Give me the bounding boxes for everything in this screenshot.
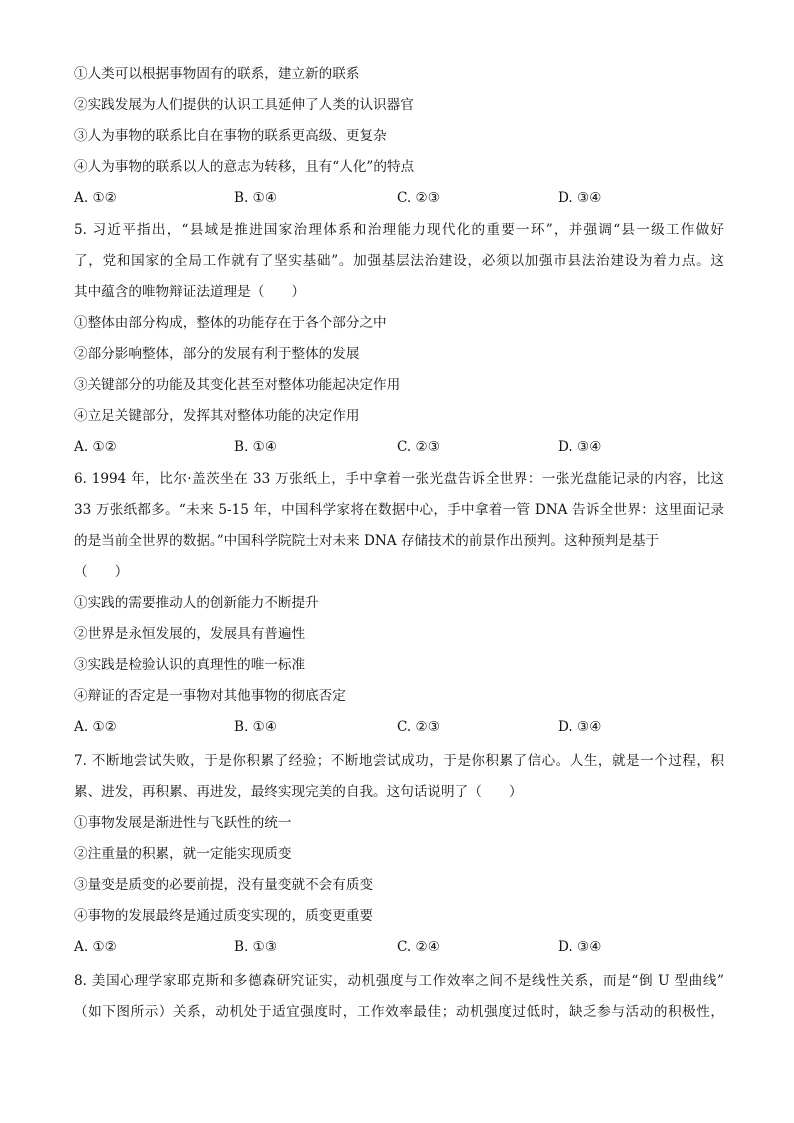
option-1: ①人类可以根据事物固有的联系，建立新的联系 [74, 66, 360, 82]
option-3: ③量变是质变的必要前提，没有量变就不会有质变 [74, 877, 374, 893]
option-3: ③实践是检验认识的真理性的唯一标准 [74, 657, 306, 673]
question-6 [74, 464, 724, 743]
choice-a: A. ①② [74, 719, 117, 735]
question-stem-line: 累、进发，再积累、再进发，最终实现完美的自我。这句话说明了（ ） [74, 784, 523, 800]
choice-b: B. ①③ [234, 939, 278, 955]
option-2: ②部分影响整体，部分的发展有利于整体的发展 [74, 346, 360, 362]
option-2: ②世界是永恒发展的，发展具有普遍性 [74, 626, 306, 642]
question-stem-line: 8. 美国心理学家耶克斯和多德森研究证实，动机强度与工作效率之间不是线性关系，而是“倒 U 型曲线” [74, 973, 724, 989]
option-4: ④人为事物的联系以人的意志为转移，且有“人化”的特点 [74, 159, 415, 175]
question-stem-line: （如下图所示）关系，动机处于适宜强度时，工作效率最佳；动机强度过低时，缺乏参与活动的积极性， [74, 1004, 724, 1020]
question-5 [74, 215, 724, 463]
choice-b: B. ①④ [234, 719, 278, 735]
choice-d: D. ③④ [558, 190, 602, 206]
option-4: ④事物的发展最终是通过质变实现的，质变更重要 [74, 908, 374, 924]
option-4: ④立足关键部分，发挥其对整体功能的决定作用 [74, 408, 360, 424]
question-stem-line: 6. 1994 年，比尔·盖茨坐在 33 万张纸上，手中拿着一张光盘告诉全世界：一张光盘能记录的内容，比这 [74, 471, 724, 487]
question-8 [74, 966, 724, 1028]
question-4-continued [74, 59, 724, 214]
option-1: ①实践的需要推动人的创新能力不断提升 [74, 595, 319, 611]
choice-b: B. ①④ [234, 439, 278, 455]
choice-d: D. ③④ [558, 719, 602, 735]
question-stem-line: 其中蕴含的唯物辩证法道理是（ ） [74, 284, 306, 300]
question-7 [74, 746, 724, 963]
option-4: ④辩证的否定是一事物对其他事物的彻底否定 [74, 688, 346, 704]
answer-choices [74, 183, 724, 214]
choice-c: C. ②④ [397, 939, 440, 955]
choice-a: A. ①② [74, 190, 117, 206]
choice-a: A. ①② [74, 939, 117, 955]
choice-c: C. ②③ [397, 719, 440, 735]
question-stem-line: 7. 不断地尝试失败，于是你积累了经验；不断地尝试成功，于是你积累了信心。人生，就是一个过程，积 [74, 753, 724, 769]
option-2: ②注重量的积累，就一定能实现质变 [74, 846, 292, 862]
choice-c: C. ②③ [397, 190, 440, 206]
option-3: ③关键部分的功能及其变化甚至对整体功能起决定作用 [74, 377, 401, 393]
choice-b: B. ①④ [234, 190, 278, 206]
answer-choices [74, 432, 724, 463]
answer-choices [74, 932, 724, 963]
question-stem-line: 的是当前全世界的数据。”中国科学院院士对未来 DNA 存储技术的前景作出预判。这种预判是基于 [74, 533, 660, 549]
option-3: ③人为事物的联系比自在事物的联系更高级、更复杂 [74, 128, 387, 144]
choice-c: C. ②③ [397, 439, 440, 455]
option-1: ①整体由部分构成，整体的功能存在于各个部分之中 [74, 315, 387, 331]
option-2: ②实践发展为人们提供的认识工具延伸了人类的认识器官 [74, 97, 414, 113]
option-1: ①事物发展是渐进性与飞跃性的统一 [74, 815, 292, 831]
choice-d: D. ③④ [558, 939, 602, 955]
choice-a: A. ①② [74, 439, 117, 455]
answer-choices [74, 712, 724, 743]
choice-d: D. ③④ [558, 439, 602, 455]
question-stem-line: （ ） [74, 564, 129, 580]
question-stem-line: 5. 习近平指出，“县域是推进国家治理体系和治理能力现代化的重要一环”，并强调“县一级工作做好 [74, 222, 724, 238]
question-stem-line: 33 万张纸都多。“未来 5-15 年，中国科学家将在数据中心，手中拿着一管 DNA 告诉全世界：这里面记录 [74, 502, 724, 518]
question-stem-line: 了，党和国家的全局工作就有了坚实基础”。加强基层法治建设，必须以加强市县法治建设为着力点。这 [74, 253, 724, 269]
